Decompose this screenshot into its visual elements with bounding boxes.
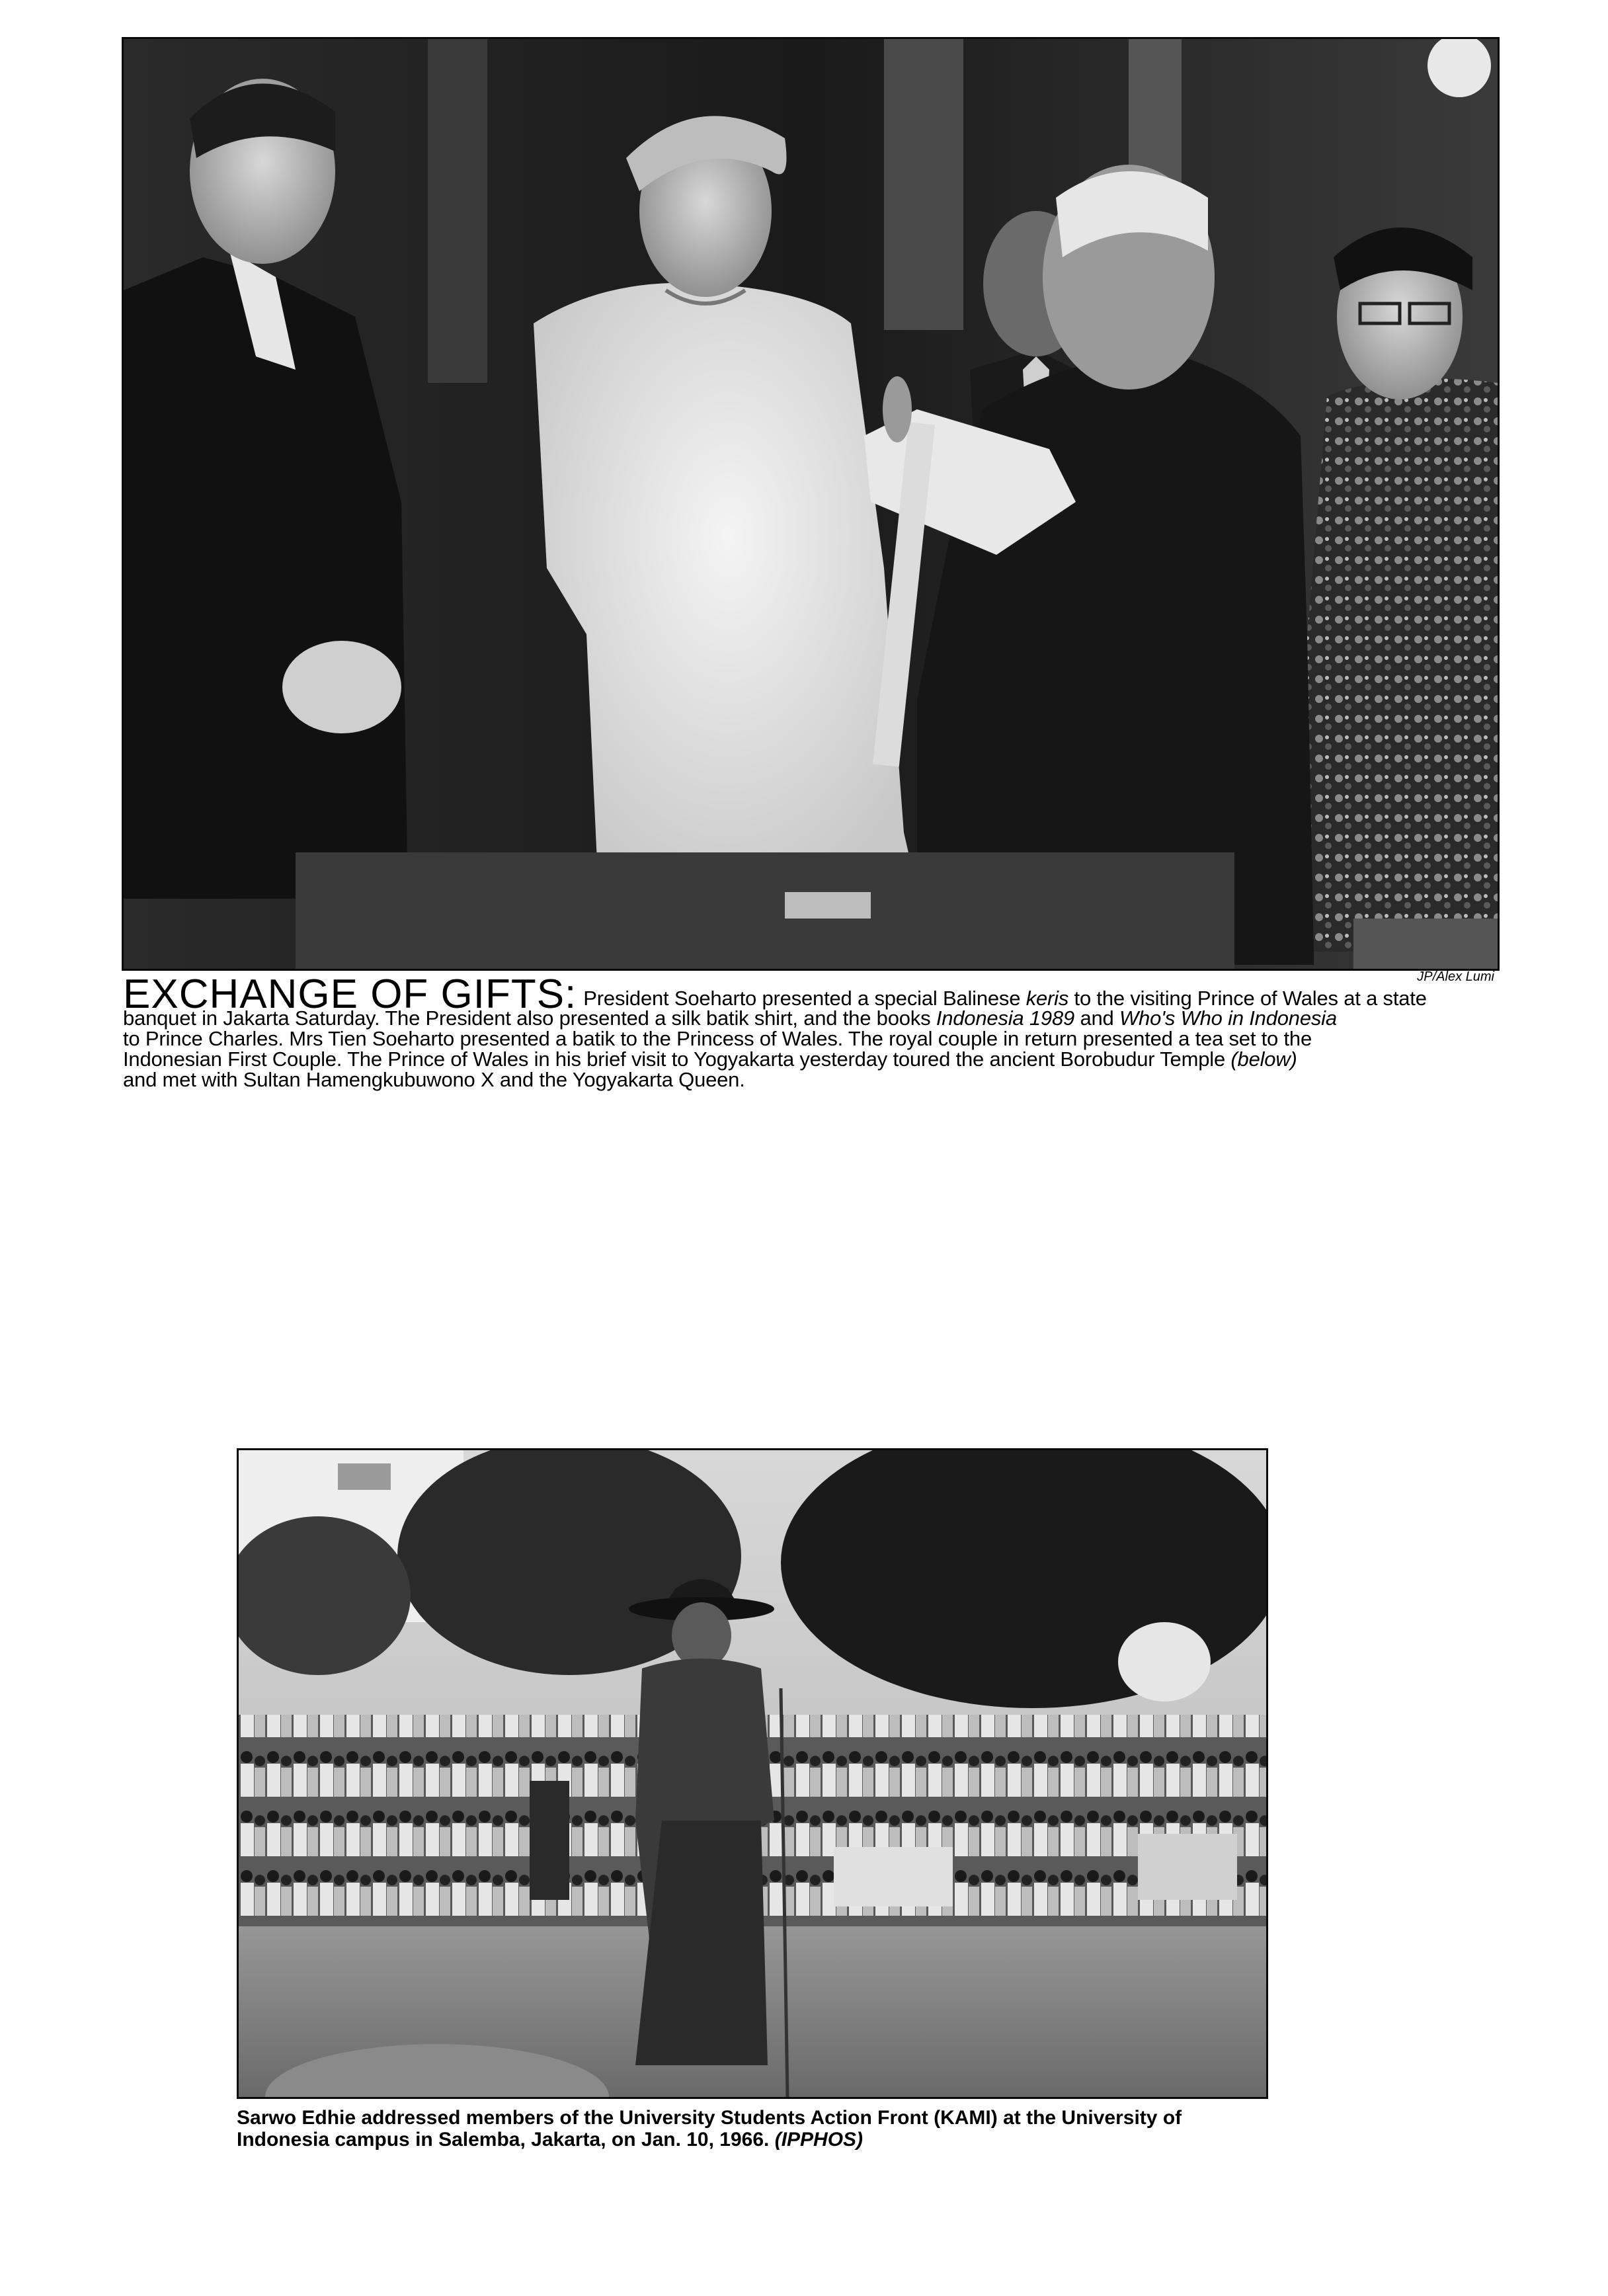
caption-italic: keris (1025, 987, 1069, 1010)
caption-line-4 (123, 1049, 1496, 1069)
caption-italic: Who's Who in Indonesia (1119, 1006, 1337, 1030)
photo-exchange-of-gifts (122, 37, 1500, 971)
photo-sarwo-edhie (237, 1448, 1268, 2099)
caption-line-1: Sarwo Edhie addressed members of the University Students Action Front (KAMI) at the University of (237, 2107, 1182, 2129)
caption-line-1 (123, 971, 1496, 1017)
caption-text: banquet in Jakarta Saturday. The President also presented a silk batik shirt, and the books (123, 1006, 936, 1030)
caption-italic: Indonesia 1989 (936, 1006, 1075, 1030)
caption-line-5: and met with Sultan Hamengkubuwono X and the Yogyakarta Queen. (123, 1068, 745, 1091)
photo-exchange-of-gifts-image (124, 39, 1498, 969)
caption-line-2 (237, 2129, 1268, 2151)
caption-sarwo-edhie (237, 2107, 1268, 2151)
caption-text: to the visiting Prince of Wales at a state (1068, 987, 1427, 1010)
caption-text: President Soeharto presented a special Balinese (583, 987, 1026, 1010)
photo-credit: JP/Alex Lumi (1417, 969, 1494, 984)
caption-line-3: to Prince Charles. Mrs Tien Soeharto presented a batik to the Princess of Wales. The royal couple in return presented a tea set to the (123, 1027, 1312, 1050)
caption-text: Indonesia campus in Salemba, Jakarta, on Jan. 10, 1966. (237, 2129, 775, 2151)
caption-exchange-of-gifts (123, 971, 1496, 1091)
caption-italic: (below) (1230, 1047, 1297, 1071)
photo-sarwo-edhie-image (239, 1450, 1266, 2097)
caption-italic: (IPPHOS) (774, 2129, 864, 2151)
caption-text: and (1074, 1006, 1119, 1030)
caption-headline: EXCHANGE OF GIFTS: (123, 971, 577, 1017)
caption-text: Indonesian First Couple. The Prince of Wales in his brief visit to Yogyakarta yesterday toured the ancient Borobudur Temple (123, 1047, 1231, 1071)
caption-line-2 (123, 1008, 1496, 1028)
